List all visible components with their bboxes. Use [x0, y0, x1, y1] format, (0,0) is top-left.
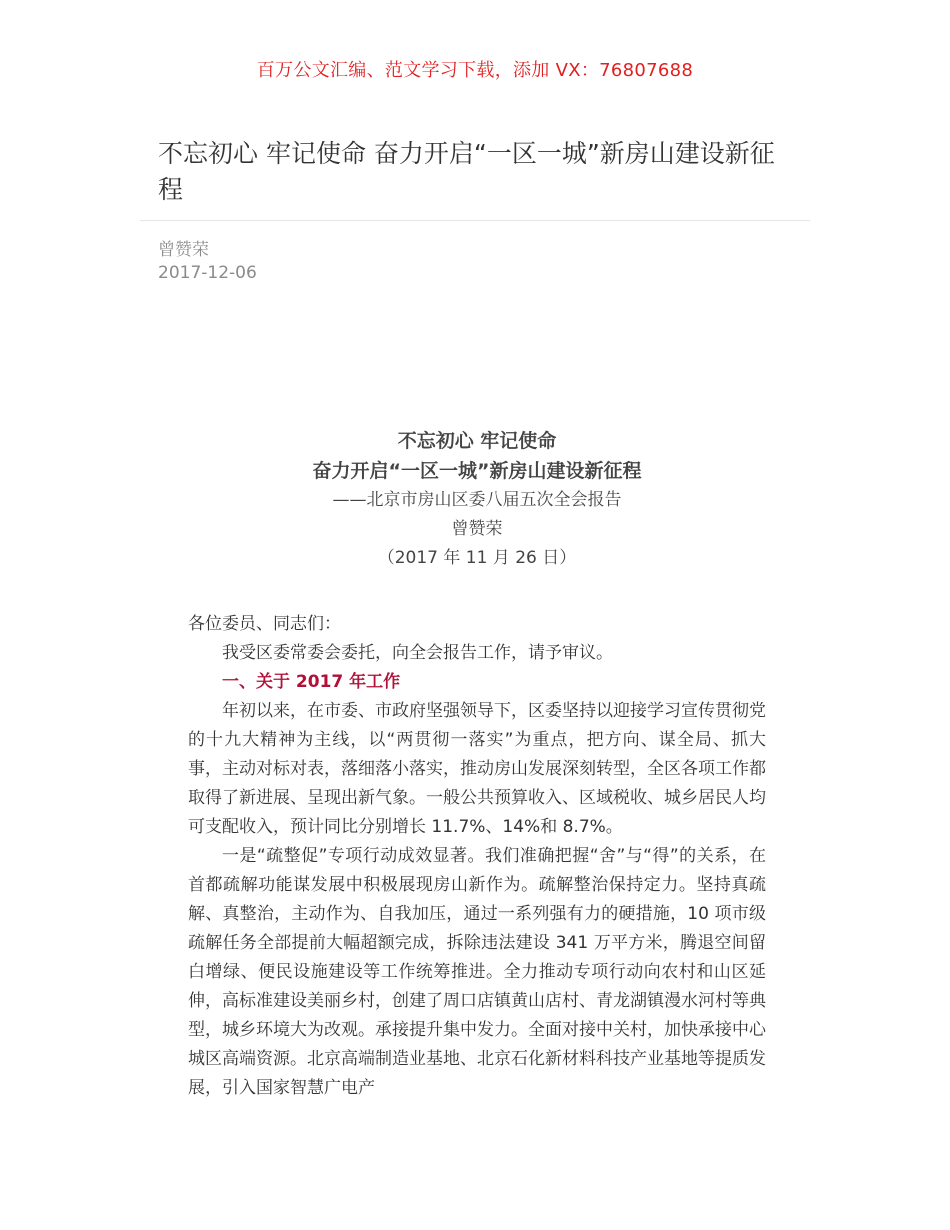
doc-paragraph-1: 年初以来，在市委、市政府坚强领导下，区委坚持以迎接学习宣传贯彻党的十九大精神为主线，以“两贯彻一落实”为重点，把方向、谋全局、抓大事，主动对标对表，落细落小落实，推动房山发展深刻转型，全区各项工作都取得了新进展、呈现出新气象。一般公共预算收入、区域税收、城乡居民人均可支配收入，预计同比分别增长 11.7%、14%和 8.7%。: [188, 701, 766, 837]
article-date: 2017-12-06: [158, 263, 257, 283]
article-author: 曾赞荣: [158, 240, 209, 260]
article-meta: [158, 239, 257, 285]
header-divider: [140, 220, 810, 221]
doc-intro: 我受区委常委会委托，向全会报告工作，请予审议。: [222, 643, 613, 663]
doc-date: （2017 年 11 月 26 日）: [377, 548, 577, 568]
doc-author: 曾赞荣: [451, 519, 503, 539]
article-title: 不忘初心 牢记使命 奋力开启“一区一城”新房山建设新征程: [158, 139, 775, 204]
article-header: [158, 136, 778, 208]
doc-salutation: 各位委员、同志们：: [188, 614, 341, 634]
doc-paragraph-2: 一是“疏整促”专项行动成效显著。我们准确把握“舍”与“得”的关系，在首都疏解功能谋发展中积极展现房山新作为。疏解整治保持定力。坚持真疏解、真整治，主动作为、自我加压，通过一系列强有力的硬措施，10 项市级疏解任务全部提前大幅超额完成，拆除违法建设 341 万平方米，腾退空间留白增绿、便民设施建设等工作统筹推进。全力推动专项行动向农村和山区延伸，高标准建设美丽乡村，创建了周口店镇黄山店村、青龙湖镇漫水河村等典型，城乡环境大为改观。承接提升集中发力。全面对接中关村，加快承接中心城区高端资源。北京高端制造业基地、北京石化新材料科技产业基地等提质发展，引入国家智慧广电产: [188, 846, 766, 1098]
section-1-title: 一、关于 2017 年工作: [222, 672, 401, 692]
promo-banner[interactable]: 百万公文汇编、范文学习下载，添加 VX：76807688: [256, 60, 694, 81]
document-body: [188, 426, 766, 1103]
doc-heading-line-1: 不忘初心 牢记使命: [397, 430, 557, 452]
doc-subtitle: ——北京市房山区委八届五次全会报告: [332, 490, 622, 510]
doc-heading-line-2: 奋力开启“一区一城”新房山建设新征程: [312, 460, 642, 482]
